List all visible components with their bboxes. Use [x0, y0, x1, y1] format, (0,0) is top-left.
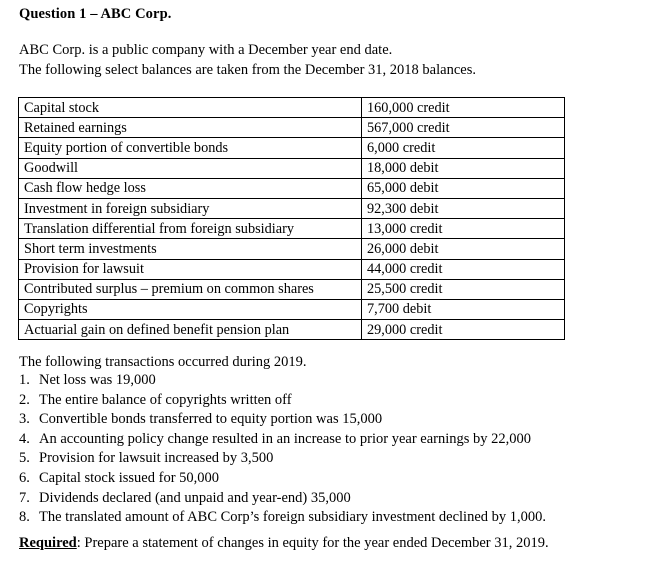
- account-name-cell: Retained earnings: [19, 118, 362, 138]
- table-row: [19, 198, 565, 218]
- amount-cell: 18,000 debit: [362, 158, 565, 178]
- table-row: [19, 178, 565, 198]
- required-section: [19, 533, 549, 553]
- account-name-cell: Short term investments: [19, 239, 362, 259]
- table-row: [19, 118, 565, 138]
- list-item: [19, 489, 644, 509]
- list-item-number: 6.: [19, 469, 30, 486]
- balances-table: [18, 97, 565, 340]
- table-row: [19, 239, 565, 259]
- table-row: [19, 219, 565, 239]
- intro-line-1: ABC Corp. is a public company with a December year end date.: [19, 42, 393, 58]
- transactions-intro: The following transactions occurred during 2019.: [19, 354, 307, 370]
- list-item: [19, 449, 644, 469]
- account-name-cell: Actuarial gain on defined benefit pension plan: [19, 320, 362, 340]
- list-item-label: Capital stock issued for 50,000: [39, 469, 220, 486]
- balances-table-body: [19, 98, 565, 340]
- account-name-cell: Investment in foreign subsidiary: [19, 198, 362, 218]
- list-item: [19, 410, 644, 430]
- amount-cell: 567,000 credit: [362, 118, 565, 138]
- table-row: [19, 320, 565, 340]
- amount-cell: 44,000 credit: [362, 259, 565, 279]
- required-label: Required: [19, 535, 77, 551]
- account-name-cell: Capital stock: [19, 98, 362, 118]
- list-item-number: 4.: [19, 430, 30, 447]
- table-row: [19, 259, 565, 279]
- list-item-label: Provision for lawsuit increased by 3,500: [39, 450, 274, 467]
- table-row: [19, 98, 565, 118]
- list-item: [19, 371, 644, 391]
- list-item: [19, 508, 644, 528]
- account-name-cell: Copyrights: [19, 299, 362, 319]
- amount-cell: 6,000 credit: [362, 138, 565, 158]
- list-item-number: 8.: [19, 509, 30, 526]
- intro-paragraph: [19, 40, 619, 80]
- amount-cell: 13,000 credit: [362, 219, 565, 239]
- list-item: [19, 469, 644, 489]
- list-item-label: Convertible bonds transferred to equity portion was 15,000: [39, 411, 383, 428]
- amount-cell: 7,700 debit: [362, 299, 565, 319]
- transactions-list: [19, 371, 644, 528]
- list-item-number: 7.: [19, 489, 30, 506]
- list-item-number: 5.: [19, 450, 30, 467]
- table-row: [19, 279, 565, 299]
- table-row: [19, 158, 565, 178]
- amount-cell: 65,000 debit: [362, 178, 565, 198]
- account-name-cell: Goodwill: [19, 158, 362, 178]
- list-item-number: 2.: [19, 391, 30, 408]
- list-item-number: 3.: [19, 411, 30, 428]
- list-item-label: Dividends declared (and unpaid and year-end) 35,000: [39, 489, 351, 506]
- list-item: [19, 391, 644, 411]
- amount-cell: 160,000 credit: [362, 98, 565, 118]
- required-text: : Prepare a statement of changes in equity for the year ended December 31, 2019.: [76, 535, 549, 551]
- list-item: [19, 430, 644, 450]
- account-name-cell: Contributed surplus – premium on common shares: [19, 279, 362, 299]
- list-item-number: 1.: [19, 372, 30, 388]
- list-item-label: An accounting policy change resulted in an increase to prior year earnings by 22,000: [39, 430, 532, 447]
- list-item-label: Net loss was 19,000: [39, 372, 156, 388]
- table-row: [19, 138, 565, 158]
- amount-cell: 25,500 credit: [362, 279, 565, 299]
- account-name-cell: Cash flow hedge loss: [19, 178, 362, 198]
- amount-cell: 26,000 debit: [362, 239, 565, 259]
- table-row: [19, 299, 565, 319]
- list-item-label: The entire balance of copyrights written off: [39, 391, 292, 408]
- list-item-label: The translated amount of ABC Corp’s foreign subsidiary investment declined by 1,000.: [39, 509, 547, 526]
- account-name-cell: Equity portion of convertible bonds: [19, 138, 362, 158]
- amount-cell: 29,000 credit: [362, 320, 565, 340]
- page-title: Question 1 – ABC Corp.: [19, 6, 172, 22]
- amount-cell: 92,300 debit: [362, 198, 565, 218]
- account-name-cell: Provision for lawsuit: [19, 259, 362, 279]
- intro-line-2: The following select balances are taken from the December 31, 2018 balances.: [19, 62, 476, 78]
- account-name-cell: Translation differential from foreign subsidiary: [19, 219, 362, 239]
